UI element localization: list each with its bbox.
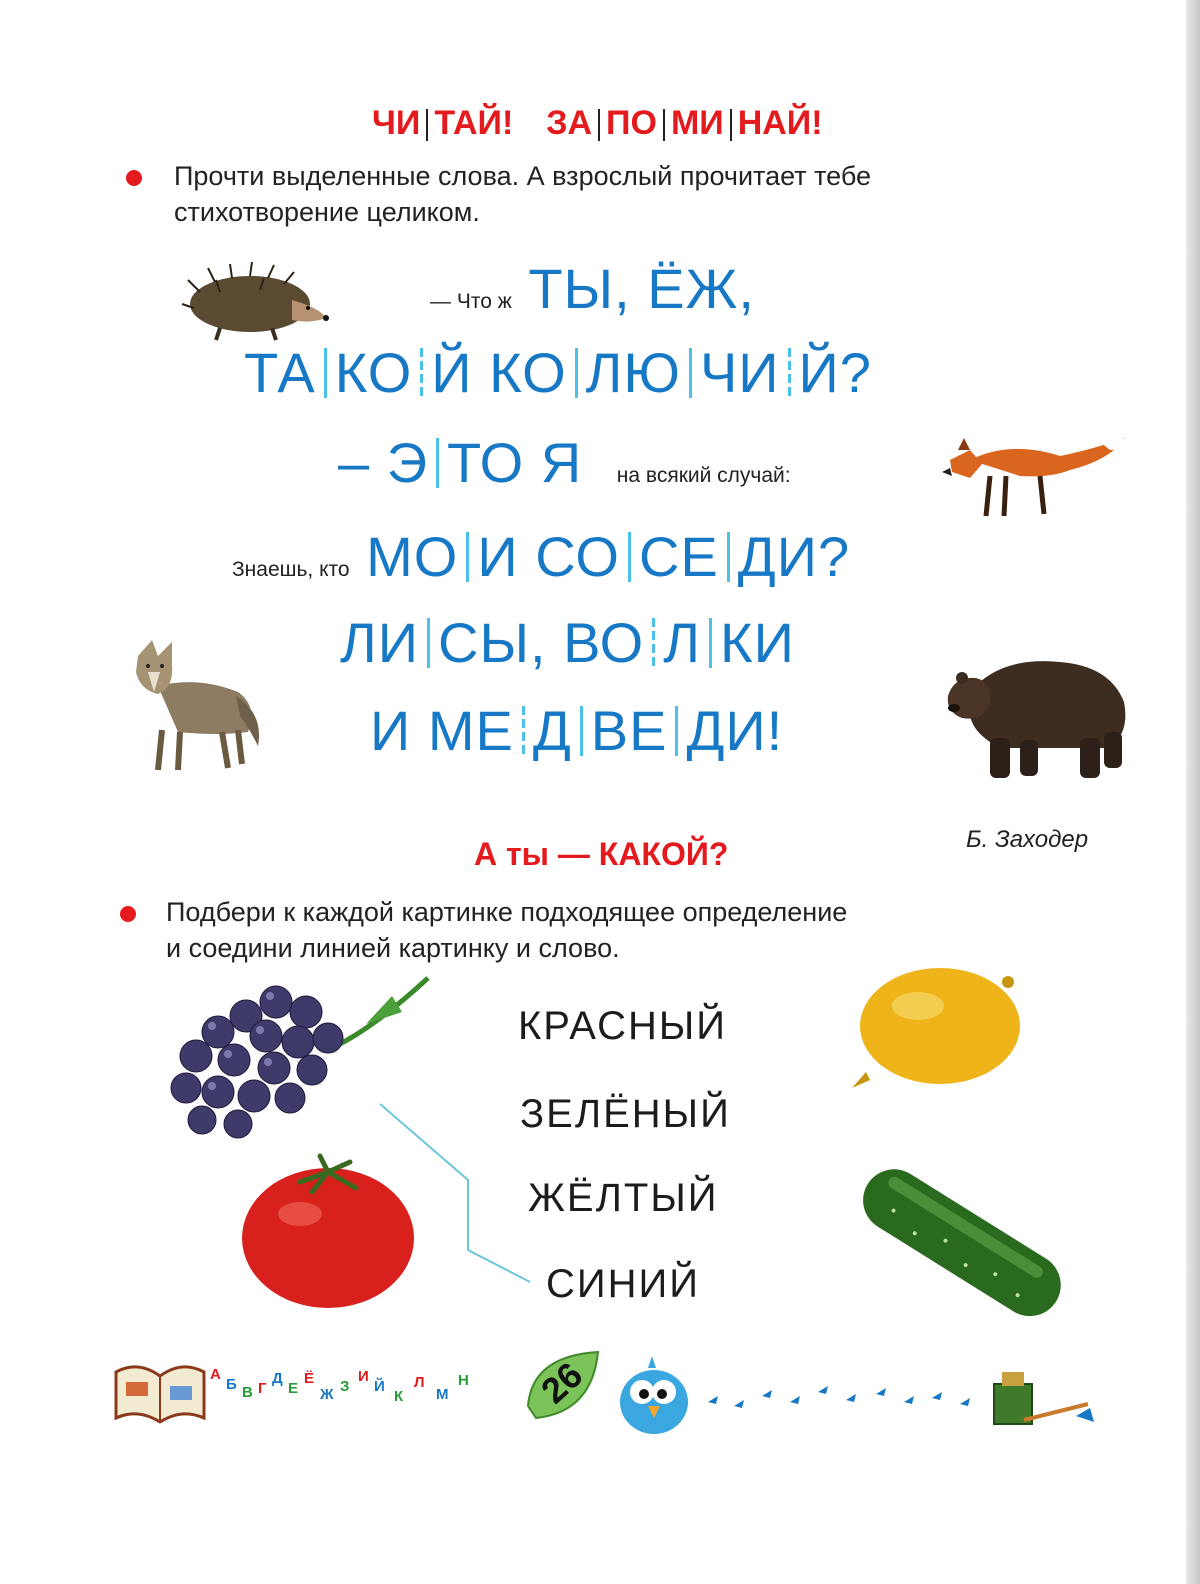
letter: Й <box>374 1378 385 1395</box>
footprints-icon <box>704 1372 984 1412</box>
letter: Д <box>272 1370 283 1387</box>
bird-icon <box>608 1350 700 1442</box>
poem-line-6: И МЕ Д ВЕ ДИ! <box>370 699 784 762</box>
book-icon <box>112 1352 208 1428</box>
letter: Н <box>458 1372 469 1389</box>
letter: К <box>394 1388 404 1405</box>
word-list <box>518 1004 758 1324</box>
letter: Б <box>226 1376 237 1393</box>
poem-line-1: — Что ж ТЫ, ЁЖ, <box>430 257 755 320</box>
word-red[interactable]: КРАСНЫЙ <box>518 1004 728 1048</box>
poem-line-2: ТА КО Й КО ЛЮ ЧИ Й? <box>244 341 872 404</box>
author: Б. Заходер <box>966 826 1089 853</box>
letter: Л <box>414 1374 425 1391</box>
alphabet-strip <box>210 1366 530 1416</box>
word-yellow[interactable]: ЖЁЛТЫЙ <box>528 1176 719 1220</box>
letter: А <box>210 1366 221 1383</box>
section-title: А ты — КАКОЙ? <box>474 836 729 872</box>
wolf-illustration <box>118 636 268 776</box>
letter: В <box>242 1384 253 1401</box>
letter: И <box>358 1368 369 1385</box>
word-blue[interactable]: СИНИЙ <box>546 1262 701 1306</box>
instruction-text: Подбери к каждой картинке подходящее определение и соедини линией картинку и слово. <box>166 897 848 963</box>
letter: М <box>436 1386 449 1403</box>
bullet <box>120 906 136 922</box>
letter: Ж <box>320 1386 334 1403</box>
letter: Ё <box>304 1370 315 1387</box>
bear-illustration <box>940 652 1140 782</box>
fox-illustration <box>940 420 1130 520</box>
page-number: 26 <box>533 1353 591 1412</box>
lemon-illustration <box>848 962 1024 1102</box>
letter: З <box>340 1378 350 1395</box>
hedgehog-illustration <box>180 262 330 342</box>
letter: Г <box>258 1380 267 1397</box>
bullet <box>126 170 142 186</box>
tomato-illustration <box>240 1152 416 1310</box>
poem-line-3: – Э ТО Я на всякий случай: <box>338 431 791 494</box>
cucumber-illustration <box>848 1156 1078 1326</box>
poem-line-4: Знаешь, кто МО И СО СЕ ДИ? <box>232 525 851 588</box>
page-edge <box>1186 0 1200 1584</box>
instruction-text: Прочти выделенные слова. А взрослый прочитает тебе стихотворение целиком. <box>174 161 872 227</box>
poem-line-5: ЛИ СЫ, ВО Л КИ <box>340 611 795 674</box>
word-green[interactable]: ЗЕЛЁНЫЙ <box>520 1092 731 1136</box>
ink-pot-icon <box>984 1360 1094 1440</box>
page-title: ЧИ ТАЙ! ЗА ПО МИ НАЙ! <box>372 104 823 142</box>
letter: Е <box>288 1380 299 1397</box>
